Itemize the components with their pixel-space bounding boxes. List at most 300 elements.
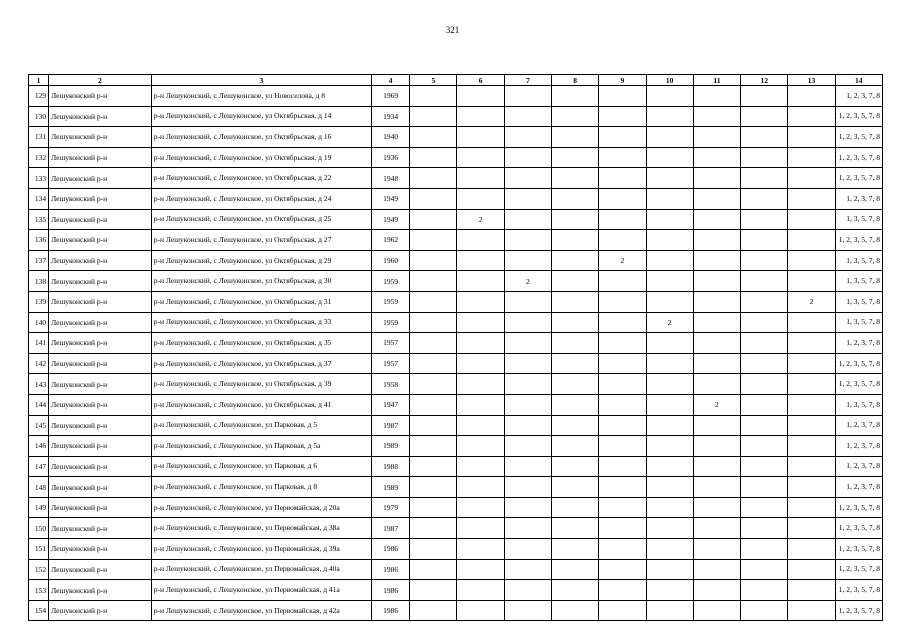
column-10-cell (646, 333, 693, 354)
year-cell: 1949 (371, 209, 409, 230)
column-9-cell (599, 147, 646, 168)
column-9-cell (599, 353, 646, 374)
column-9-cell (599, 415, 646, 436)
column-12-cell (741, 106, 788, 127)
column-11-cell (693, 456, 740, 477)
column-13-cell (788, 333, 835, 354)
table-row (29, 497, 883, 518)
year-cell: 1986 (371, 580, 409, 601)
district-cell: Лешуконский р-н (49, 394, 152, 415)
column-9-cell (599, 394, 646, 415)
district-cell: Лешуконский р-н (49, 271, 152, 292)
column-13-cell (788, 415, 835, 436)
column-5-cell (410, 497, 457, 518)
column-11-cell (693, 250, 740, 271)
column-7-cell: 2 (504, 271, 551, 292)
table-row (29, 250, 883, 271)
column-10-cell (646, 271, 693, 292)
codes-cell: 1, 3, 5, 7, 8 (835, 312, 882, 333)
address-cell: р-н Лешуконский, с Лешуконское, ул Первомайская, д 38а (151, 518, 371, 539)
address-cell: р-н Лешуконский, с Лешуконское, ул Первомайская, д 39а (151, 539, 371, 560)
column-8-cell (552, 374, 599, 395)
column-6-cell (457, 86, 504, 107)
column-header: 5 (410, 75, 457, 86)
column-9-cell (599, 580, 646, 601)
district-cell: Лешуконский р-н (49, 539, 152, 560)
codes-cell: 1, 2, 3, 7, 8 (835, 333, 882, 354)
address-cell: р-н Лешуконский, с Лешуконское, ул Октябрьская, д 19 (151, 147, 371, 168)
year-cell: 1989 (371, 477, 409, 498)
row-number-cell: 132 (29, 147, 49, 168)
column-header: 4 (371, 75, 409, 86)
table-row (29, 394, 883, 415)
column-9-cell (599, 86, 646, 107)
codes-cell: 1, 2, 3, 5, 7, 8 (835, 559, 882, 580)
column-10-cell (646, 559, 693, 580)
year-cell: 1962 (371, 230, 409, 251)
column-5-cell (410, 106, 457, 127)
district-cell: Лешуконский р-н (49, 518, 152, 539)
year-cell: 1957 (371, 353, 409, 374)
column-8-cell (552, 230, 599, 251)
column-12-cell (741, 518, 788, 539)
year-cell: 1958 (371, 374, 409, 395)
codes-cell: 1, 2, 3, 7, 8 (835, 456, 882, 477)
column-6-cell (457, 127, 504, 148)
column-10-cell (646, 456, 693, 477)
column-header: 9 (599, 75, 646, 86)
column-13-cell (788, 394, 835, 415)
column-9-cell (599, 106, 646, 127)
column-5-cell (410, 127, 457, 148)
column-11-cell (693, 539, 740, 560)
column-12-cell (741, 456, 788, 477)
row-number-cell: 141 (29, 333, 49, 354)
column-6-cell (457, 333, 504, 354)
table-body (29, 86, 883, 621)
column-11-cell (693, 497, 740, 518)
column-8-cell (552, 271, 599, 292)
column-10-cell (646, 209, 693, 230)
year-cell: 1936 (371, 147, 409, 168)
column-12-cell (741, 559, 788, 580)
column-5-cell (410, 188, 457, 209)
column-11-cell (693, 374, 740, 395)
column-13-cell (788, 580, 835, 601)
year-cell: 1948 (371, 168, 409, 189)
column-12-cell (741, 497, 788, 518)
column-13-cell (788, 559, 835, 580)
column-8-cell (552, 209, 599, 230)
table-row (29, 580, 883, 601)
address-cell: р-н Лешуконский, с Лешуконское, ул Октябрьская, д 25 (151, 209, 371, 230)
column-6-cell (457, 230, 504, 251)
column-8-cell (552, 312, 599, 333)
column-7-cell (504, 209, 551, 230)
column-13-cell (788, 271, 835, 292)
column-7-cell (504, 374, 551, 395)
codes-cell: 1, 2, 3, 7, 8 (835, 188, 882, 209)
column-8-cell (552, 168, 599, 189)
column-13-cell (788, 106, 835, 127)
district-cell: Лешуконский р-н (49, 436, 152, 457)
row-number-cell: 139 (29, 291, 49, 312)
column-10-cell (646, 147, 693, 168)
column-12-cell (741, 147, 788, 168)
column-12-cell (741, 86, 788, 107)
year-cell: 1940 (371, 127, 409, 148)
column-12-cell (741, 477, 788, 498)
column-9-cell (599, 209, 646, 230)
column-13-cell: 2 (788, 291, 835, 312)
table-row (29, 353, 883, 374)
column-11-cell (693, 600, 740, 621)
column-10-cell (646, 600, 693, 621)
address-cell: р-н Лешуконский, с Лешуконское, ул Парковая, д 8 (151, 477, 371, 498)
column-7-cell (504, 333, 551, 354)
table-row (29, 600, 883, 621)
column-12-cell (741, 188, 788, 209)
column-6-cell (457, 271, 504, 292)
column-10-cell (646, 436, 693, 457)
column-11-cell (693, 415, 740, 436)
column-7-cell (504, 394, 551, 415)
address-cell: р-н Лешуконский, с Лешуконское, ул Октябрьская, д 37 (151, 353, 371, 374)
column-10-cell (646, 497, 693, 518)
codes-cell: 1, 2, 3, 5, 7, 8 (835, 497, 882, 518)
row-number-cell: 130 (29, 106, 49, 127)
address-cell: р-н Лешуконский, с Лешуконское, ул Октябрьская, д 14 (151, 106, 371, 127)
header-row (29, 75, 883, 86)
column-5-cell (410, 559, 457, 580)
district-cell: Лешуконский р-н (49, 497, 152, 518)
column-6-cell (457, 353, 504, 374)
column-9-cell (599, 188, 646, 209)
column-9-cell (599, 271, 646, 292)
column-13-cell (788, 168, 835, 189)
column-7-cell (504, 127, 551, 148)
column-6-cell (457, 168, 504, 189)
table-row (29, 312, 883, 333)
column-12-cell (741, 127, 788, 148)
column-7-cell (504, 353, 551, 374)
codes-cell: 1, 2, 3, 7, 8 (835, 477, 882, 498)
year-cell: 1988 (371, 456, 409, 477)
column-6-cell (457, 497, 504, 518)
column-8-cell (552, 291, 599, 312)
year-cell: 1986 (371, 600, 409, 621)
year-cell: 1960 (371, 250, 409, 271)
row-number-cell: 145 (29, 415, 49, 436)
row-number-cell: 129 (29, 86, 49, 107)
column-9-cell (599, 374, 646, 395)
year-cell: 1957 (371, 333, 409, 354)
column-11-cell (693, 230, 740, 251)
table-row (29, 147, 883, 168)
column-6-cell (457, 580, 504, 601)
row-number-cell: 148 (29, 477, 49, 498)
column-7-cell (504, 312, 551, 333)
column-13-cell (788, 374, 835, 395)
codes-cell: 1, 3, 5, 7, 8 (835, 250, 882, 271)
table-row (29, 333, 883, 354)
column-10-cell (646, 374, 693, 395)
district-cell: Лешуконский р-н (49, 230, 152, 251)
column-11-cell (693, 559, 740, 580)
column-header: 2 (49, 75, 152, 86)
column-header: 14 (835, 75, 882, 86)
column-12-cell (741, 312, 788, 333)
column-5-cell (410, 436, 457, 457)
column-6-cell (457, 312, 504, 333)
column-11-cell (693, 333, 740, 354)
district-cell: Лешуконский р-н (49, 147, 152, 168)
column-6-cell (457, 477, 504, 498)
district-cell: Лешуконский р-н (49, 415, 152, 436)
row-number-cell: 140 (29, 312, 49, 333)
column-6-cell (457, 559, 504, 580)
column-8-cell (552, 106, 599, 127)
column-13-cell (788, 436, 835, 457)
column-6-cell (457, 374, 504, 395)
column-13-cell (788, 497, 835, 518)
column-11-cell (693, 291, 740, 312)
column-13-cell (788, 539, 835, 560)
column-header: 1 (29, 75, 49, 86)
column-8-cell (552, 559, 599, 580)
column-13-cell (788, 353, 835, 374)
column-9-cell (599, 497, 646, 518)
district-cell: Лешуконский р-н (49, 86, 152, 107)
column-11-cell (693, 312, 740, 333)
district-cell: Лешуконский р-н (49, 106, 152, 127)
column-12-cell (741, 436, 788, 457)
column-9-cell (599, 477, 646, 498)
column-5-cell (410, 456, 457, 477)
table-row (29, 209, 883, 230)
year-cell: 1986 (371, 539, 409, 560)
address-cell: р-н Лешуконский, с Лешуконское, ул Октябрьская, д 16 (151, 127, 371, 148)
column-8-cell (552, 86, 599, 107)
row-number-cell: 131 (29, 127, 49, 148)
column-11-cell (693, 147, 740, 168)
district-cell: Лешуконский р-н (49, 312, 152, 333)
codes-cell: 1, 2, 3, 5, 7, 8 (835, 374, 882, 395)
row-number-cell: 144 (29, 394, 49, 415)
address-cell: р-н Лешуконский, с Лешуконское, ул Парковая, д 5 (151, 415, 371, 436)
column-5-cell (410, 580, 457, 601)
column-9-cell (599, 333, 646, 354)
column-8-cell (552, 333, 599, 354)
column-13-cell (788, 188, 835, 209)
column-header: 3 (151, 75, 371, 86)
address-cell: р-н Лешуконский, с Лешуконское, ул Октябрьская, д 22 (151, 168, 371, 189)
address-cell: р-н Лешуконский, с Лешуконское, ул Парковая, д 5а (151, 436, 371, 457)
column-11-cell (693, 106, 740, 127)
column-11-cell (693, 477, 740, 498)
column-6-cell (457, 436, 504, 457)
column-9-cell (599, 127, 646, 148)
codes-cell: 1, 2, 3, 5, 7, 8 (835, 127, 882, 148)
column-header: 12 (741, 75, 788, 86)
column-10-cell (646, 250, 693, 271)
table-row (29, 230, 883, 251)
table-row (29, 188, 883, 209)
table-row (29, 291, 883, 312)
address-cell: р-н Лешуконский, с Лешуконское, ул Первомайская, д 41а (151, 580, 371, 601)
column-7-cell (504, 580, 551, 601)
district-cell: Лешуконский р-н (49, 559, 152, 580)
column-11-cell (693, 353, 740, 374)
district-cell: Лешуконский р-н (49, 127, 152, 148)
column-7-cell (504, 518, 551, 539)
table-row (29, 415, 883, 436)
column-13-cell (788, 477, 835, 498)
column-6-cell (457, 188, 504, 209)
column-9-cell (599, 168, 646, 189)
table-row (29, 86, 883, 107)
row-number-cell: 133 (29, 168, 49, 189)
housing-register-table (28, 74, 883, 621)
row-number-cell: 142 (29, 353, 49, 374)
address-cell: р-н Лешуконский, с Лешуконское, ул Октябрьская, д 39 (151, 374, 371, 395)
column-10-cell (646, 127, 693, 148)
column-8-cell (552, 250, 599, 271)
column-11-cell: 2 (693, 394, 740, 415)
table-row (29, 127, 883, 148)
table-row (29, 168, 883, 189)
row-number-cell: 152 (29, 559, 49, 580)
district-cell: Лешуконский р-н (49, 374, 152, 395)
column-8-cell (552, 127, 599, 148)
column-5-cell (410, 250, 457, 271)
year-cell: 1969 (371, 86, 409, 107)
column-5-cell (410, 374, 457, 395)
column-11-cell (693, 209, 740, 230)
table-row (29, 559, 883, 580)
column-12-cell (741, 209, 788, 230)
district-cell: Лешуконский р-н (49, 188, 152, 209)
column-10-cell: 2 (646, 312, 693, 333)
column-5-cell (410, 353, 457, 374)
district-cell: Лешуконский р-н (49, 600, 152, 621)
column-10-cell (646, 230, 693, 251)
year-cell: 1959 (371, 312, 409, 333)
address-cell: р-н Лешуконский, с Лешуконское, ул Октябрьская, д 29 (151, 250, 371, 271)
column-13-cell (788, 147, 835, 168)
column-12-cell (741, 168, 788, 189)
table-row (29, 271, 883, 292)
table-row (29, 106, 883, 127)
page-number: 321 (445, 25, 460, 35)
column-5-cell (410, 518, 457, 539)
codes-cell: 1, 2, 3, 5, 7, 8 (835, 353, 882, 374)
column-12-cell (741, 230, 788, 251)
address-cell: р-н Лешуконский, с Лешуконское, ул Октябрьская, д 30 (151, 271, 371, 292)
column-6-cell (457, 539, 504, 560)
row-number-cell: 134 (29, 188, 49, 209)
codes-cell: 1, 2, 3, 5, 7, 8 (835, 168, 882, 189)
codes-cell: 1, 2, 3, 7, 8 (835, 436, 882, 457)
column-8-cell (552, 518, 599, 539)
column-header: 10 (646, 75, 693, 86)
column-11-cell (693, 518, 740, 539)
year-cell: 1934 (371, 106, 409, 127)
column-7-cell (504, 436, 551, 457)
codes-cell: 1, 2, 3, 5, 7, 8 (835, 147, 882, 168)
codes-cell: 1, 2, 3, 5, 7, 8 (835, 230, 882, 251)
column-7-cell (504, 415, 551, 436)
column-7-cell (504, 456, 551, 477)
column-5-cell (410, 539, 457, 560)
column-13-cell (788, 230, 835, 251)
column-13-cell (788, 127, 835, 148)
column-5-cell (410, 147, 457, 168)
district-cell: Лешуконский р-н (49, 456, 152, 477)
column-8-cell (552, 580, 599, 601)
column-12-cell (741, 271, 788, 292)
address-cell: р-н Лешуконский, с Лешуконское, ул Октябрьская, д 41 (151, 394, 371, 415)
address-cell: р-н Лешуконский, с Лешуконское, ул Октябрьская, д 33 (151, 312, 371, 333)
column-7-cell (504, 539, 551, 560)
column-8-cell (552, 477, 599, 498)
column-8-cell (552, 600, 599, 621)
column-13-cell (788, 518, 835, 539)
district-cell: Лешуконский р-н (49, 291, 152, 312)
row-number-cell: 136 (29, 230, 49, 251)
row-number-cell: 149 (29, 497, 49, 518)
column-6-cell (457, 415, 504, 436)
column-8-cell (552, 188, 599, 209)
row-number-cell: 153 (29, 580, 49, 601)
row-number-cell: 146 (29, 436, 49, 457)
column-10-cell (646, 86, 693, 107)
column-10-cell (646, 291, 693, 312)
column-11-cell (693, 436, 740, 457)
district-cell: Лешуконский р-н (49, 333, 152, 354)
column-10-cell (646, 415, 693, 436)
column-12-cell (741, 353, 788, 374)
column-11-cell (693, 86, 740, 107)
column-6-cell (457, 456, 504, 477)
column-10-cell (646, 188, 693, 209)
row-number-cell: 138 (29, 271, 49, 292)
column-5-cell (410, 271, 457, 292)
address-cell: р-н Лешуконский, с Лешуконское, ул Первомайская, д 42а (151, 600, 371, 621)
column-10-cell (646, 580, 693, 601)
column-7-cell (504, 250, 551, 271)
column-6-cell: 2 (457, 209, 504, 230)
column-9-cell (599, 539, 646, 560)
table-row (29, 477, 883, 498)
column-7-cell (504, 86, 551, 107)
district-cell: Лешуконский р-н (49, 250, 152, 271)
address-cell: р-н Лешуконский, с Лешуконское, ул Первомайская, д 20а (151, 497, 371, 518)
year-cell: 1986 (371, 559, 409, 580)
column-12-cell (741, 250, 788, 271)
column-8-cell (552, 415, 599, 436)
year-cell: 1987 (371, 415, 409, 436)
codes-cell: 1, 2, 3, 5, 7, 8 (835, 600, 882, 621)
column-11-cell (693, 168, 740, 189)
column-5-cell (410, 230, 457, 251)
column-9-cell: 2 (599, 250, 646, 271)
column-8-cell (552, 497, 599, 518)
table-header (29, 75, 883, 86)
row-number-cell: 150 (29, 518, 49, 539)
column-12-cell (741, 374, 788, 395)
column-5-cell (410, 209, 457, 230)
